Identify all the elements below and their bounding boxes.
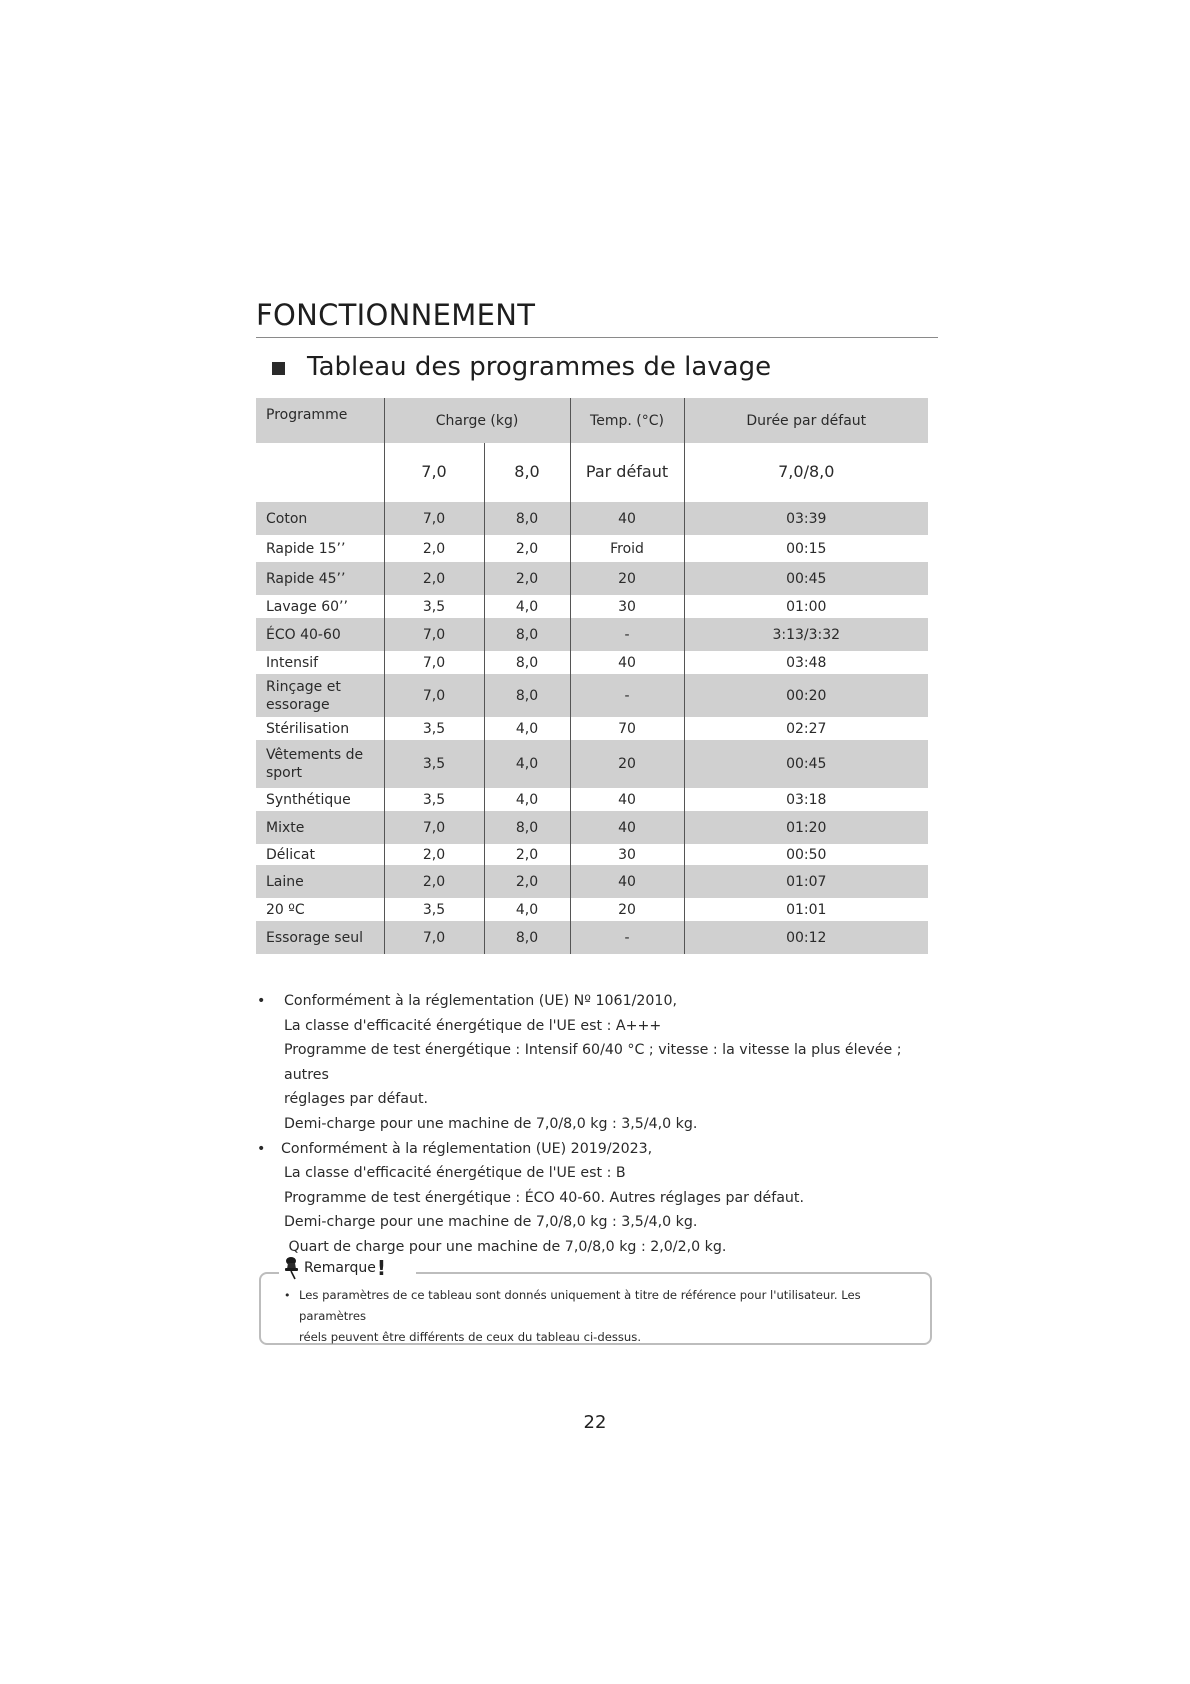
bullet-line: Demi-charge pour une machine de 7,0/8,0 kg : 3,5/4,0 kg. <box>284 1115 698 1132</box>
cell-duree: 01:01 <box>684 898 928 921</box>
cell-duree: 00:15 <box>684 535 928 562</box>
cell-programme: ÉCO 40-60 <box>256 618 384 651</box>
cell-programme: 20 ºC <box>256 898 384 921</box>
cell-charge-b: 8,0 <box>484 618 570 651</box>
cell-duree: 01:00 <box>684 595 928 618</box>
cell-duree: 02:27 <box>684 717 928 740</box>
cell-charge-a: 2,0 <box>384 535 484 562</box>
bullet-line: réglages par défaut. <box>284 1091 429 1108</box>
cell-programme: Délicat <box>256 844 384 865</box>
table-row <box>256 898 928 921</box>
cell-programme: Essorage seul <box>256 921 384 954</box>
bullet-item <box>256 1137 936 1260</box>
cell-programme: Coton <box>256 502 384 535</box>
cell-charge-a: 2,0 <box>384 562 484 595</box>
cell-duree: 03:48 <box>684 651 928 674</box>
cell-duree: 01:07 <box>684 865 928 898</box>
cell-charge-b: 2,0 <box>484 865 570 898</box>
cell-charge-b: 8,0 <box>484 651 570 674</box>
cell-charge-a: 7,0 <box>384 811 484 844</box>
cell-charge-b: 2,0 <box>484 562 570 595</box>
cell-programme: Rapide 45’’ <box>256 562 384 595</box>
cell-charge-b: 4,0 <box>484 595 570 618</box>
cell-temp: 20 <box>570 898 684 921</box>
cell-temp: 40 <box>570 502 684 535</box>
bullet-line: Programme de test énergétique : ÉCO 40-60. Autres réglages par défaut. <box>284 1189 804 1206</box>
programs-table <box>256 398 928 954</box>
table-header-row <box>256 398 928 443</box>
cell-charge-b: 4,0 <box>484 740 570 788</box>
cell-temp: - <box>570 674 684 717</box>
subheader-charge-a: 7,0 <box>384 443 484 502</box>
cell-programme: Mixte <box>256 811 384 844</box>
cell-charge-b: 8,0 <box>484 811 570 844</box>
note-line: réels peuvent être différents de ceux du tableau ci-dessus. <box>299 1330 642 1344</box>
cell-duree: 00:50 <box>684 844 928 865</box>
cell-charge-a: 7,0 <box>384 921 484 954</box>
subheader-charge-b: 8,0 <box>484 443 570 502</box>
bullet-line: Conformément à la réglementation (UE) 2019/2023, <box>281 1140 653 1157</box>
table-row <box>256 595 928 618</box>
cell-temp: Froid <box>570 535 684 562</box>
header-charge: Charge (kg) <box>384 398 570 443</box>
cell-duree: 03:18 <box>684 788 928 811</box>
cell-programme: Synthétique <box>256 788 384 811</box>
table-row <box>256 502 928 535</box>
cell-programme: Lavage 60’’ <box>256 595 384 618</box>
table-row <box>256 562 928 595</box>
note-label-text: Remarque <box>304 1260 376 1276</box>
table-row <box>256 788 928 811</box>
bullet-line: Programme de test énergétique : Intensif 60/40 °C ; vitesse : la vitesse la plus élevée ; autres <box>284 1042 902 1083</box>
table-row <box>256 651 928 674</box>
bullet-item <box>256 989 936 1137</box>
cell-programme: Intensif <box>256 651 384 674</box>
bullet-line: Demi-charge pour une machine de 7,0/8,0 kg : 3,5/4,0 kg. <box>284 1214 698 1231</box>
bullet-line: La classe d'efficacité énergétique de l'UE est : A+++ <box>284 1017 662 1034</box>
note-line: Les paramètres de ce tableau sont donnés uniquement à titre de référence pour l'utilisateur. Les paramètres <box>299 1288 861 1323</box>
cell-charge-b: 8,0 <box>484 502 570 535</box>
header-programme: Programme <box>256 398 384 443</box>
table-row <box>256 844 928 865</box>
cell-temp: - <box>570 921 684 954</box>
cell-charge-a: 3,5 <box>384 788 484 811</box>
table-row <box>256 740 928 788</box>
cell-charge-a: 2,0 <box>384 865 484 898</box>
exclamation-icon: ! <box>376 1256 386 1280</box>
cell-temp: 40 <box>570 811 684 844</box>
cell-duree: 00:45 <box>684 562 928 595</box>
bullet-line: La classe d'efficacité énergétique de l'UE est : B <box>284 1165 626 1182</box>
cell-temp: 20 <box>570 562 684 595</box>
section-heading <box>272 352 771 382</box>
page-title: FONCTIONNEMENT <box>256 298 536 332</box>
subheader-empty <box>256 443 384 502</box>
table-row <box>256 674 928 717</box>
cell-charge-b: 2,0 <box>484 844 570 865</box>
square-bullet-icon <box>272 362 285 375</box>
table-row <box>256 717 928 740</box>
cell-charge-a: 7,0 <box>384 651 484 674</box>
cell-temp: 20 <box>570 740 684 788</box>
regulation-notes <box>256 989 936 1260</box>
page-number: 22 <box>583 1412 607 1433</box>
header-temp: Temp. (°C) <box>570 398 684 443</box>
header-duree: Durée par défaut <box>684 398 928 443</box>
cell-duree: 00:12 <box>684 921 928 954</box>
cell-charge-a: 3,5 <box>384 595 484 618</box>
table-row <box>256 618 928 651</box>
section-heading-text: Tableau des programmes de lavage <box>307 352 772 382</box>
cell-temp: 30 <box>570 844 684 865</box>
subheader-temp: Par défaut <box>570 443 684 502</box>
bullet-line: Conformément à la réglementation (UE) Nº 1061/2010, <box>284 993 677 1009</box>
table-row <box>256 865 928 898</box>
cell-programme: Laine <box>256 865 384 898</box>
bullet-line: Quart de charge pour une machine de 7,0/8,0 kg : 2,0/2,0 kg. <box>284 1238 727 1255</box>
title-divider <box>256 337 938 338</box>
cell-programme: Stérilisation <box>256 717 384 740</box>
cell-programme: Vêtements de sport <box>256 740 384 788</box>
cell-programme: Rinçage et essorage <box>256 674 384 717</box>
cell-charge-a: 3,5 <box>384 740 484 788</box>
cell-temp: 40 <box>570 865 684 898</box>
table-row <box>256 811 928 844</box>
cell-charge-b: 8,0 <box>484 674 570 717</box>
cell-charge-a: 7,0 <box>384 618 484 651</box>
cell-temp: 40 <box>570 788 684 811</box>
cell-temp: 70 <box>570 717 684 740</box>
note-label <box>279 1256 416 1280</box>
cell-duree: 01:20 <box>684 811 928 844</box>
cell-charge-a: 7,0 <box>384 502 484 535</box>
table-row <box>256 535 928 562</box>
cell-charge-b: 2,0 <box>484 535 570 562</box>
pushpin-icon <box>283 1256 303 1280</box>
cell-charge-b: 4,0 <box>484 898 570 921</box>
cell-duree: 00:45 <box>684 740 928 788</box>
bullet-marker: • <box>257 993 266 1009</box>
cell-charge-a: 3,5 <box>384 898 484 921</box>
cell-duree: 03:39 <box>684 502 928 535</box>
cell-duree: 00:20 <box>684 674 928 717</box>
cell-programme: Rapide 15’’ <box>256 535 384 562</box>
cell-charge-a: 3,5 <box>384 717 484 740</box>
cell-temp: 40 <box>570 651 684 674</box>
cell-charge-a: 7,0 <box>384 674 484 717</box>
cell-temp: 30 <box>570 595 684 618</box>
table-subheader-row <box>256 443 928 502</box>
table-row <box>256 921 928 954</box>
cell-charge-b: 8,0 <box>484 921 570 954</box>
cell-duree: 3:13/3:32 <box>684 618 928 651</box>
note-bullet-marker: • <box>284 1289 291 1302</box>
cell-charge-a: 2,0 <box>384 844 484 865</box>
note-text <box>284 1285 926 1348</box>
bullet-marker: • <box>257 1140 266 1157</box>
cell-temp: - <box>570 618 684 651</box>
cell-charge-b: 4,0 <box>484 788 570 811</box>
cell-charge-b: 4,0 <box>484 717 570 740</box>
subheader-duree: 7,0/8,0 <box>684 443 928 502</box>
